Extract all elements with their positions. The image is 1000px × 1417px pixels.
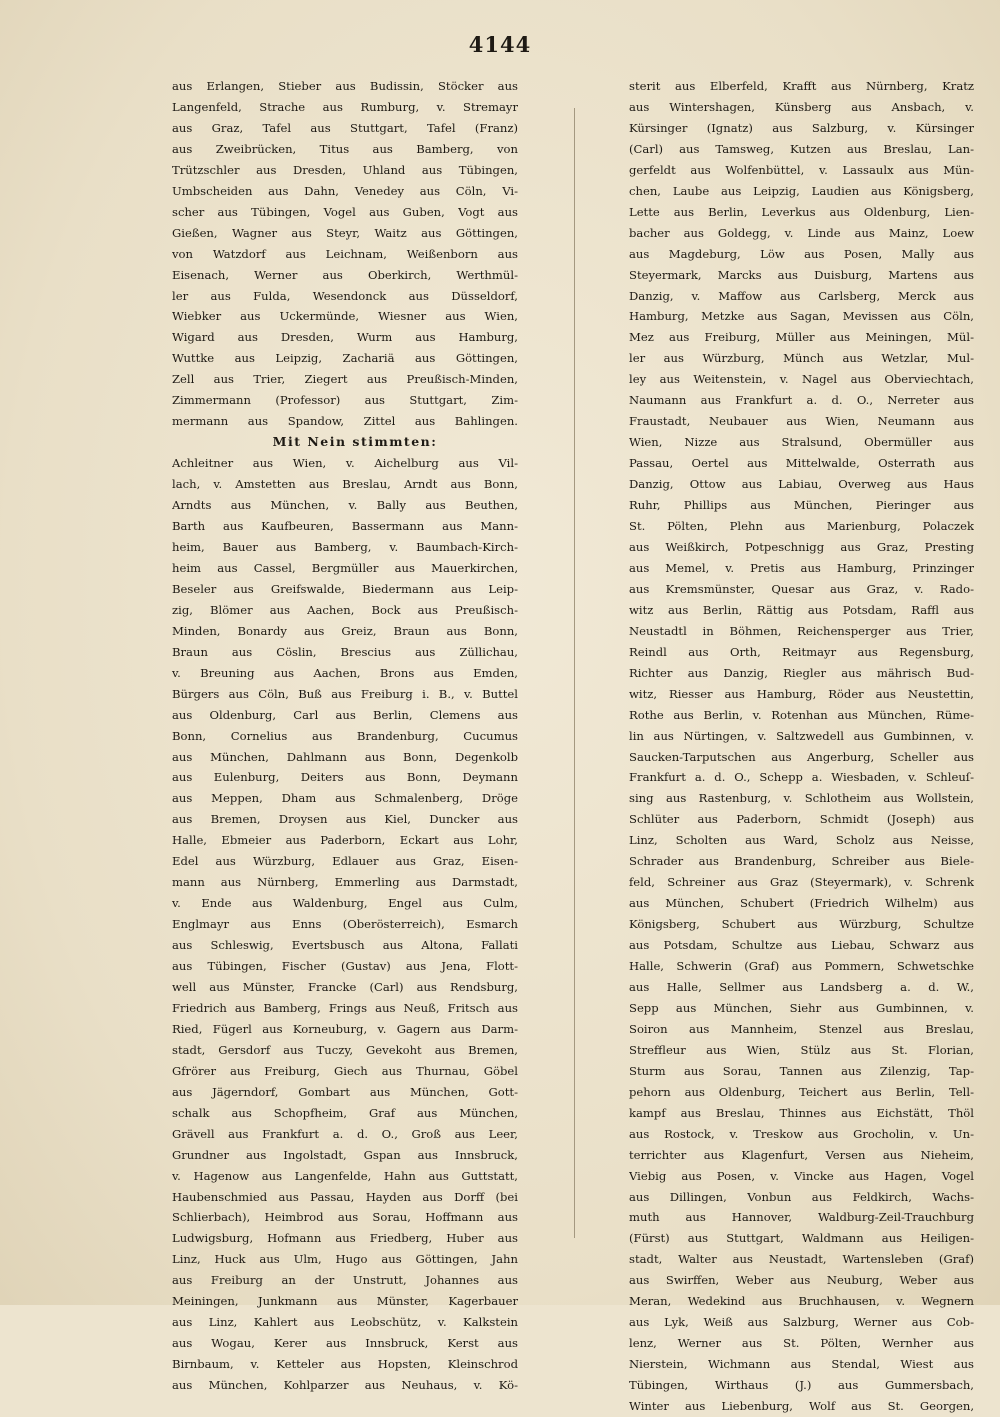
text-line: aus Swirffen, Weber aus Neuburg, Weber aus bbox=[629, 1273, 974, 1288]
left-column-text-before-heading bbox=[172, 76, 518, 432]
text-line: Grundner aus Ingolstadt, Gspan aus Innsbruck, bbox=[172, 1147, 518, 1162]
text-line: Streffleur aus Wien, Stülz aus St. Florian, bbox=[629, 1042, 974, 1057]
text-line: chen, Laube aus Leipzig, Laudien aus Königsberg, bbox=[629, 183, 974, 198]
text-line: bacher aus Goldegg, v. Linde aus Mainz, Loew bbox=[629, 225, 974, 240]
text-line: Umbscheiden aus Dahn, Venedey aus Cöln, Vi- bbox=[172, 183, 518, 198]
text-line: aus Oldenburg, Carl aus Berlin, Clemens aus bbox=[172, 707, 518, 722]
left-column-text-after-heading bbox=[172, 453, 518, 1396]
text-line: Ludwigsburg, Hofmann aus Friedberg, Huber aus bbox=[172, 1231, 518, 1246]
text-line: Sturm aus Sorau, Tannen aus Zilenzig, Tap- bbox=[629, 1063, 974, 1078]
text-line: sterit aus Elberfeld, Krafft aus Nürnberg, Kratz bbox=[629, 79, 974, 93]
text-line: witz aus Berlin, Rättig aus Potsdam, Raffl aus bbox=[629, 602, 974, 617]
text-line: Zell aus Trier, Ziegert aus Preußisch-Minden, bbox=[172, 372, 518, 387]
text-line: aus München, Schubert (Friedrich Wilhelm) aus bbox=[629, 896, 974, 911]
text-line: Mez aus Freiburg, Müller aus Meiningen, Mül- bbox=[629, 330, 974, 345]
text-line: Frankfurt a. d. O., Schepp a. Wiesbaden, v. Schleuſ- bbox=[629, 770, 974, 785]
text-line: heim aus Cassel, Bergmüller aus Mauerkirchen, bbox=[172, 560, 518, 575]
text-line: Richter aus Danzig, Riegler aus mährisch Bud- bbox=[629, 665, 974, 680]
text-line: Gfrörer aus Freiburg, Giech aus Thurnau, Göbel bbox=[172, 1063, 518, 1078]
text-line: aus Graz, Tafel aus Stuttgart, Tafel (Franz) bbox=[172, 120, 518, 135]
text-line: Wuttke aus Leipzig, Zachariä aus Göttingen, bbox=[172, 351, 518, 366]
text-line: aus Schleswig, Evertsbusch aus Altona, Fallati bbox=[172, 938, 518, 953]
text-line: aus Lyk, Weiß aus Salzburg, Werner aus Cob- bbox=[629, 1315, 974, 1330]
text-line: Gießen, Wagner aus Steyr, Waitz aus Göttingen, bbox=[172, 225, 518, 240]
text-line: witz, Riesser aus Hamburg, Röder aus Neustettin, bbox=[629, 686, 974, 701]
text-line: Königsberg, Schubert aus Würzburg, Schultze bbox=[629, 917, 974, 932]
text-line: aus Zweibrücken, Titus aus Bamberg, von bbox=[172, 141, 518, 156]
text-line: aus München, Dahlmann aus Bonn, Degenkolb bbox=[172, 749, 518, 764]
text-line: Linz, Scholten aus Ward, Scholz aus Neisse, bbox=[629, 833, 974, 848]
text-line: Sepp aus München, Siehr aus Gumbinnen, v. bbox=[629, 1000, 974, 1015]
text-line: Steyermark, Marcks aus Duisburg, Martens aus bbox=[629, 267, 974, 282]
text-line: pehorn aus Oldenburg, Teichert aus Berlin, Tell- bbox=[629, 1084, 974, 1099]
text-line: Lette aus Berlin, Leverkus aus Oldenburg, Lien- bbox=[629, 204, 974, 219]
text-line: Neustadtl in Böhmen, Reichensperger aus Trier, bbox=[629, 623, 974, 638]
text-line: Reindl aus Orth, Reitmayr aus Regensburg, bbox=[629, 644, 974, 659]
text-line: aus Dillingen, Vonbun aus Feldkirch, Wachs- bbox=[629, 1189, 974, 1204]
text-line: Achleitner aus Wien, v. Aichelburg aus Vil- bbox=[172, 456, 518, 471]
text-line: Wien, Nizze aus Stralsund, Obermüller aus bbox=[629, 435, 974, 450]
text-line: Nierstein, Wichmann aus Stendal, Wiest aus bbox=[629, 1357, 974, 1372]
text-line: Englmayr aus Enns (Oberösterreich), Esmarch bbox=[172, 917, 518, 932]
text-line: ler aus Würzburg, Münch aus Wetzlar, Mul- bbox=[629, 351, 974, 366]
text-line: aus Jägerndorf, Gombart aus München, Gott- bbox=[172, 1084, 518, 1099]
text-line: stadt, Walter aus Neustadt, Wartensleben (Graf) bbox=[629, 1252, 974, 1267]
text-line: aus Bremen, Droysen aus Kiel, Duncker aus bbox=[172, 812, 518, 827]
text-line: v. Hagenow aus Langenfelde, Hahn aus Guttstatt, bbox=[172, 1168, 518, 1183]
text-line: aus Weißkirch, Potpeschnigg aus Graz, Presting bbox=[629, 539, 974, 554]
text-line: (Fürst) aus Stuttgart, Waldmann aus Heiligen- bbox=[629, 1231, 974, 1246]
text-line: Fraustadt, Neubauer aus Wien, Neumann aus bbox=[629, 414, 974, 429]
text-line: Friedrich aus Bamberg, Frings aus Neuß, Fritsch aus bbox=[172, 1000, 518, 1015]
text-line: sing aus Rastenburg, v. Schlotheim aus Wollstein, bbox=[629, 791, 974, 806]
text-line: ler aus Fulda, Wesendonck aus Düsseldorf, bbox=[172, 288, 518, 303]
text-line: Grävell aus Frankfurt a. d. O., Groß aus Leer, bbox=[172, 1126, 518, 1141]
text-line: Schlierbach), Heimbrod aus Sorau, Hoffmann aus bbox=[172, 1210, 518, 1225]
text-line: kampf aus Breslau, Thinnes aus Eichstätt, Thöl bbox=[629, 1105, 974, 1120]
text-line: von Watzdorf aus Leichnam, Weißenborn aus bbox=[172, 246, 518, 261]
text-line: Soiron aus Mannheim, Stenzel aus Breslau, bbox=[629, 1021, 974, 1036]
text-line: Ried, Fügerl aus Korneuburg, v. Gagern aus Darm- bbox=[172, 1021, 518, 1036]
right-column bbox=[629, 76, 974, 1417]
text-line: Barth aus Kaufbeuren, Bassermann aus Mann- bbox=[172, 519, 518, 534]
text-line: mermann aus Spandow, Zittel aus Bahlingen. bbox=[172, 414, 518, 429]
text-line: Halle, Schwerin (Graf) aus Pommern, Schwetschke bbox=[629, 959, 974, 974]
text-line: aus Potsdam, Schultze aus Liebau, Schwarz aus bbox=[629, 938, 974, 953]
text-line: lenz, Werner aus St. Pölten, Wernher aus bbox=[629, 1336, 974, 1351]
text-line: gerfeldt aus Wolfenbüttel, v. Lassaulx aus Mün- bbox=[629, 162, 974, 177]
text-line: ley aus Weitenstein, v. Nagel aus Oberviechtach, bbox=[629, 372, 974, 387]
text-line: aus München, Kohlparzer aus Neuhaus, v. Kö- bbox=[172, 1378, 518, 1393]
right-column-text bbox=[629, 76, 974, 1417]
text-line: well aus Münster, Francke (Carl) aus Rendsburg, bbox=[172, 979, 518, 994]
text-line: Schlüter aus Paderborn, Schmidt (Joseph) aus bbox=[629, 812, 974, 827]
text-line: Tübingen, Wirthaus (J.) aus Gummersbach, bbox=[629, 1378, 974, 1393]
text-line: Bonn, Cornelius aus Brandenburg, Cucumus bbox=[172, 728, 518, 743]
text-line: Danzig, Ottow aus Labiau, Overweg aus Haus bbox=[629, 477, 974, 492]
text-line: Beseler aus Greifswalde, Biedermann aus Leip- bbox=[172, 581, 518, 596]
text-line: muth aus Hannover, Waldburg-Zeil-Trauchburg bbox=[629, 1210, 974, 1225]
text-line: terrichter aus Klagenfurt, Versen aus Nieheim, bbox=[629, 1147, 974, 1162]
text-line: Winter aus Liebenburg, Wolf aus St. Georgen, bbox=[629, 1399, 974, 1414]
text-line: Halle, Ebmeier aus Paderborn, Eckart aus Lohr, bbox=[172, 833, 518, 848]
text-line: Eisenach, Werner aus Oberkirch, Werthmül- bbox=[172, 267, 518, 282]
text-line: Zimmermann (Professor) aus Stuttgart, Zim- bbox=[172, 393, 518, 408]
section-heading: Mit Nein stimmten: bbox=[272, 434, 438, 450]
text-line: aus Tübingen, Fischer (Gustav) aus Jena, Flott- bbox=[172, 959, 518, 974]
text-line: feld, Schreiner aus Graz (Steyermark), v. Schrenk bbox=[629, 875, 974, 890]
text-line: Hamburg, Metzke aus Sagan, Mevissen aus Cöln, bbox=[629, 309, 974, 324]
text-line: scher aus Tübingen, Vogel aus Guben, Vogt aus bbox=[172, 204, 518, 219]
text-line: Wigard aus Dresden, Wurm aus Hamburg, bbox=[172, 330, 518, 345]
text-line: (Carl) aus Tamsweg, Kutzen aus Breslau, Lan- bbox=[629, 141, 974, 156]
text-line: lin aus Nürtingen, v. Saltzwedell aus Gumbinnen, v. bbox=[629, 728, 974, 743]
text-line: Ruhr, Phillips aus München, Pieringer aus bbox=[629, 498, 974, 513]
text-line: Edel aus Würzburg, Edlauer aus Graz, Eisen- bbox=[172, 854, 518, 869]
text-line: schalk aus Schopfheim, Graf aus München, bbox=[172, 1105, 518, 1120]
text-line: aus Rostock, v. Treskow aus Grocholin, v. Un- bbox=[629, 1126, 974, 1141]
text-line: Wiebker aus Uckermünde, Wiesner aus Wien, bbox=[172, 309, 518, 324]
text-line: aus Kremsmünster, Quesar aus Graz, v. Rado- bbox=[629, 581, 974, 596]
text-line: Trützschler aus Dresden, Uhland aus Tübingen, bbox=[172, 162, 518, 177]
text-line: aus Wintershagen, Künsberg aus Ansbach, v. bbox=[629, 99, 974, 114]
text-line: Rothe aus Berlin, v. Rotenhan aus München, Rüme- bbox=[629, 707, 974, 722]
text-line: aus Freiburg an der Unstrutt, Johannes aus bbox=[172, 1273, 518, 1288]
page-number: 4144 bbox=[468, 32, 532, 57]
text-line: aus Eulenburg, Deiters aus Bonn, Deymann bbox=[172, 770, 518, 785]
text-line: v. Breuning aus Aachen, Brons aus Emden, bbox=[172, 665, 518, 680]
text-line: Saucken-Tarputschen aus Angerburg, Scheller aus bbox=[629, 749, 974, 764]
text-line: Schrader aus Brandenburg, Schreiber aus Biele- bbox=[629, 854, 974, 869]
text-line: aus Magdeburg, Löw aus Posen, Mally aus bbox=[629, 246, 974, 261]
text-line: Langenfeld, Strache aus Rumburg, v. Stremayr bbox=[172, 99, 518, 114]
text-line: aus Memel, v. Pretis aus Hamburg, Prinzinger bbox=[629, 560, 974, 575]
text-line: v. Ende aus Waldenburg, Engel aus Culm, bbox=[172, 896, 518, 911]
text-line: St. Pölten, Plehn aus Marienburg, Polaczek bbox=[629, 519, 974, 534]
text-line: zig, Blömer aus Aachen, Bock aus Preußisch- bbox=[172, 602, 518, 617]
column-divider bbox=[574, 108, 575, 1238]
text-line: Braun aus Cöslin, Brescius aus Züllichau, bbox=[172, 644, 518, 659]
text-line: Arndts aus München, v. Bally aus Beuthen, bbox=[172, 498, 518, 513]
text-line: aus Erlangen, Stieber aus Budissin, Stöcker aus bbox=[172, 79, 518, 93]
text-line: aus Wogau, Kerer aus Innsbruck, Kerst aus bbox=[172, 1336, 518, 1351]
text-line: Naumann aus Frankfurt a. d. O., Nerreter aus bbox=[629, 393, 974, 408]
text-line: Passau, Oertel aus Mittelwalde, Osterrath aus bbox=[629, 456, 974, 471]
text-line: lach, v. Amstetten aus Breslau, Arndt aus Bonn, bbox=[172, 477, 518, 492]
text-line: stadt, Gersdorf aus Tuczy, Gevekoht aus Bremen, bbox=[172, 1042, 518, 1057]
text-line: Minden, Bonardy aus Greiz, Braun aus Bonn, bbox=[172, 623, 518, 638]
text-line: Birnbaum, v. Ketteler aus Hopsten, Kleinschrod bbox=[172, 1357, 518, 1372]
text-line: Viebig aus Posen, v. Vincke aus Hagen, Vogel bbox=[629, 1168, 974, 1183]
text-line: Meiningen, Junkmann aus Münster, Kagerbauer bbox=[172, 1294, 518, 1309]
text-line: Kürsinger (Ignatz) aus Salzburg, v. Kürsinger bbox=[629, 120, 974, 135]
text-line: Haubenschmied aus Passau, Hayden aus Dorff (bei bbox=[172, 1189, 518, 1204]
text-line: Meran, Wedekind aus Bruchhausen, v. Wegnern bbox=[629, 1294, 974, 1309]
left-column bbox=[172, 76, 518, 1396]
text-line: Linz, Huck aus Ulm, Hugo aus Göttingen, Jahn bbox=[172, 1252, 518, 1267]
text-line: mann aus Nürnberg, Emmerling aus Darmstadt, bbox=[172, 875, 518, 890]
text-line: Bürgers aus Cöln, Buß aus Freiburg i. B., v. Buttel bbox=[172, 686, 518, 701]
text-line: heim, Bauer aus Bamberg, v. Baumbach-Kirch- bbox=[172, 539, 518, 554]
text-line: aus Halle, Sellmer aus Landsberg a. d. W., bbox=[629, 979, 974, 994]
text-line: Danzig, v. Maffow aus Carlsberg, Merck aus bbox=[629, 288, 974, 303]
text-line: aus Linz, Kahlert aus Leobschütz, v. Kalkstein bbox=[172, 1315, 518, 1330]
text-line: aus Meppen, Dham aus Schmalenberg, Dröge bbox=[172, 791, 518, 806]
